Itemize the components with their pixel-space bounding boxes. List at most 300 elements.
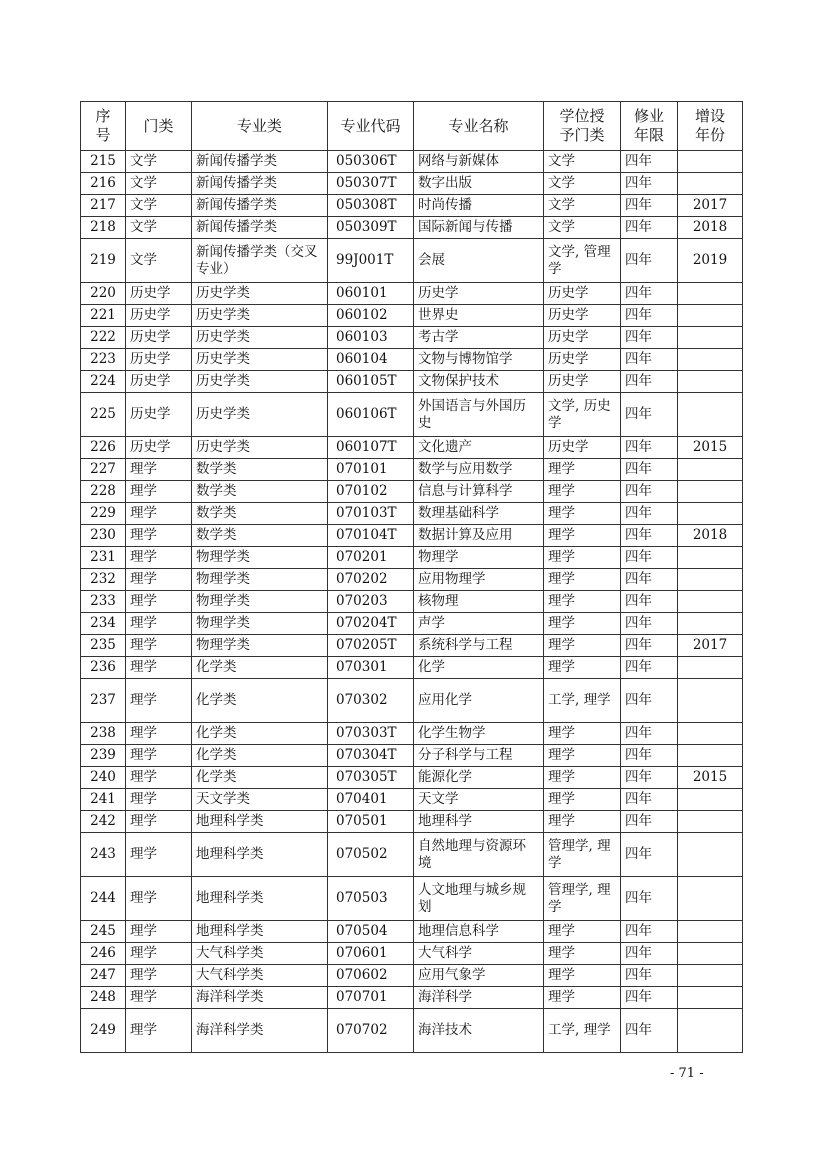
cell-added-year	[678, 987, 743, 1009]
cell-degree: 工学, 理学	[544, 679, 621, 723]
cell-duration: 四年	[621, 195, 678, 217]
cell-category: 文学	[126, 217, 192, 239]
cell-name: 大气科学	[414, 943, 544, 965]
cell-class: 数学类	[192, 525, 328, 547]
cell-duration: 四年	[621, 437, 678, 459]
cell-code: 070304T	[328, 745, 414, 767]
cell-degree: 理学	[544, 547, 621, 569]
cell-duration: 四年	[621, 283, 678, 305]
cell-code: 070101	[328, 459, 414, 481]
cell-name: 数学与应用数学	[414, 459, 544, 481]
cell-category: 历史学	[126, 305, 192, 327]
cell-degree: 文学	[544, 151, 621, 173]
cell-name: 地理信息科学	[414, 921, 544, 943]
cell-name: 物理学	[414, 547, 544, 569]
table-row	[81, 481, 743, 503]
cell-seq: 239	[81, 745, 126, 767]
cell-degree: 理学	[544, 811, 621, 833]
table-row	[81, 459, 743, 481]
cell-duration: 四年	[621, 151, 678, 173]
cell-seq: 230	[81, 525, 126, 547]
cell-added-year	[678, 305, 743, 327]
table-row	[81, 503, 743, 525]
cell-duration: 四年	[621, 1009, 678, 1053]
cell-seq: 228	[81, 481, 126, 503]
cell-seq: 241	[81, 789, 126, 811]
cell-name: 海洋技术	[414, 1009, 544, 1053]
cell-category: 历史学	[126, 283, 192, 305]
cell-seq: 220	[81, 283, 126, 305]
cell-added-year	[678, 547, 743, 569]
cell-code: 070601	[328, 943, 414, 965]
cell-code: 070205T	[328, 635, 414, 657]
cell-category: 理学	[126, 877, 192, 921]
cell-category: 历史学	[126, 371, 192, 393]
cell-category: 理学	[126, 459, 192, 481]
cell-duration: 四年	[621, 239, 678, 283]
cell-duration: 四年	[621, 459, 678, 481]
cell-code: 050306T	[328, 151, 414, 173]
cell-degree: 理学	[544, 525, 621, 547]
cell-code: 060104	[328, 349, 414, 371]
cell-code: 070701	[328, 987, 414, 1009]
cell-class: 历史学类	[192, 283, 328, 305]
cell-name: 世界史	[414, 305, 544, 327]
cell-name: 能源化学	[414, 767, 544, 789]
cell-seq: 237	[81, 679, 126, 723]
cell-name: 历史学	[414, 283, 544, 305]
cell-added-year	[678, 393, 743, 437]
table-row	[81, 789, 743, 811]
cell-name: 化学	[414, 657, 544, 679]
cell-degree: 历史学	[544, 283, 621, 305]
cell-added-year: 2018	[678, 217, 743, 239]
cell-class: 物理学类	[192, 635, 328, 657]
cell-added-year	[678, 921, 743, 943]
cell-class: 物理学类	[192, 547, 328, 569]
cell-degree: 历史学	[544, 349, 621, 371]
cell-added-year	[678, 283, 743, 305]
cell-category: 理学	[126, 569, 192, 591]
cell-duration: 四年	[621, 393, 678, 437]
cell-code: 070401	[328, 789, 414, 811]
cell-class: 地理科学类	[192, 877, 328, 921]
cell-degree: 文学, 历史学	[544, 393, 621, 437]
cell-duration: 四年	[621, 525, 678, 547]
cell-name: 声学	[414, 613, 544, 635]
cell-category: 理学	[126, 635, 192, 657]
header-duration: 修业 年限	[621, 102, 678, 151]
table-row	[81, 547, 743, 569]
cell-category: 理学	[126, 657, 192, 679]
cell-duration: 四年	[621, 305, 678, 327]
cell-code: 070202	[328, 569, 414, 591]
cell-degree: 管理学, 理学	[544, 833, 621, 877]
cell-seq: 227	[81, 459, 126, 481]
cell-added-year	[678, 173, 743, 195]
cell-class: 历史学类	[192, 305, 328, 327]
cell-added-year	[678, 745, 743, 767]
cell-code: 070305T	[328, 767, 414, 789]
cell-added-year: 2017	[678, 635, 743, 657]
cell-degree: 理学	[544, 943, 621, 965]
cell-degree: 理学	[544, 503, 621, 525]
cell-duration: 四年	[621, 591, 678, 613]
table-row	[81, 723, 743, 745]
table-row	[81, 679, 743, 723]
cell-seq: 221	[81, 305, 126, 327]
cell-class: 历史学类	[192, 327, 328, 349]
cell-class: 化学类	[192, 745, 328, 767]
cell-class: 新闻传播学类	[192, 195, 328, 217]
cell-category: 理学	[126, 965, 192, 987]
table-row	[81, 613, 743, 635]
header-added-year: 增设 年份	[678, 102, 743, 151]
cell-class: 化学类	[192, 767, 328, 789]
cell-class: 历史学类	[192, 393, 328, 437]
cell-degree: 工学, 理学	[544, 1009, 621, 1053]
cell-code: 070602	[328, 965, 414, 987]
cell-name: 海洋科学	[414, 987, 544, 1009]
cell-code: 070301	[328, 657, 414, 679]
cell-category: 文学	[126, 173, 192, 195]
cell-added-year	[678, 481, 743, 503]
cell-degree: 文学	[544, 195, 621, 217]
table-row	[81, 349, 743, 371]
cell-duration: 四年	[621, 789, 678, 811]
cell-duration: 四年	[621, 217, 678, 239]
cell-class: 物理学类	[192, 591, 328, 613]
cell-category: 理学	[126, 943, 192, 965]
cell-added-year: 2019	[678, 239, 743, 283]
cell-added-year	[678, 877, 743, 921]
cell-class: 地理科学类	[192, 833, 328, 877]
cell-seq: 219	[81, 239, 126, 283]
cell-duration: 四年	[621, 745, 678, 767]
cell-duration: 四年	[621, 547, 678, 569]
cell-seq: 231	[81, 547, 126, 569]
header-category: 门类	[126, 102, 192, 151]
table-row	[81, 833, 743, 877]
cell-seq: 240	[81, 767, 126, 789]
cell-added-year	[678, 811, 743, 833]
header-seq: 序 号	[81, 102, 126, 151]
cell-degree: 文学	[544, 217, 621, 239]
cell-class: 海洋科学类	[192, 1009, 328, 1053]
cell-seq: 248	[81, 987, 126, 1009]
cell-degree: 理学	[544, 591, 621, 613]
cell-code: 060106T	[328, 393, 414, 437]
cell-category: 理学	[126, 481, 192, 503]
cell-degree: 历史学	[544, 437, 621, 459]
table-row	[81, 173, 743, 195]
cell-code: 070204T	[328, 613, 414, 635]
cell-degree: 理学	[544, 657, 621, 679]
cell-code: 070203	[328, 591, 414, 613]
cell-class: 大气科学类	[192, 965, 328, 987]
cell-code: 070502	[328, 833, 414, 877]
cell-duration: 四年	[621, 811, 678, 833]
cell-class: 数学类	[192, 459, 328, 481]
cell-category: 文学	[126, 239, 192, 283]
cell-class: 大气科学类	[192, 943, 328, 965]
cell-seq: 234	[81, 613, 126, 635]
cell-category: 理学	[126, 833, 192, 877]
table-row	[81, 327, 743, 349]
cell-code: 070503	[328, 877, 414, 921]
cell-duration: 四年	[621, 503, 678, 525]
cell-degree: 管理学, 理学	[544, 877, 621, 921]
cell-added-year	[678, 679, 743, 723]
cell-duration: 四年	[621, 723, 678, 745]
table-row	[81, 635, 743, 657]
cell-class: 新闻传播学类	[192, 173, 328, 195]
table-row	[81, 1009, 743, 1053]
cell-seq: 216	[81, 173, 126, 195]
cell-name: 天文学	[414, 789, 544, 811]
cell-category: 理学	[126, 767, 192, 789]
cell-code: 060105T	[328, 371, 414, 393]
cell-category: 理学	[126, 679, 192, 723]
cell-name: 应用气象学	[414, 965, 544, 987]
cell-name: 自然地理与资源环境	[414, 833, 544, 877]
cell-category: 历史学	[126, 393, 192, 437]
cell-seq: 238	[81, 723, 126, 745]
cell-degree: 理学	[544, 987, 621, 1009]
cell-name: 应用化学	[414, 679, 544, 723]
cell-category: 理学	[126, 723, 192, 745]
cell-category: 历史学	[126, 349, 192, 371]
cell-name: 国际新闻与传播	[414, 217, 544, 239]
cell-added-year: 2015	[678, 767, 743, 789]
cell-degree: 理学	[544, 613, 621, 635]
cell-code: 070501	[328, 811, 414, 833]
cell-name: 信息与计算科学	[414, 481, 544, 503]
header-name: 专业名称	[414, 102, 544, 151]
cell-degree: 理学	[544, 789, 621, 811]
cell-seq: 243	[81, 833, 126, 877]
cell-code: 070104T	[328, 525, 414, 547]
cell-class: 新闻传播学类	[192, 217, 328, 239]
table-row	[81, 943, 743, 965]
cell-duration: 四年	[621, 569, 678, 591]
table-row	[81, 371, 743, 393]
cell-added-year	[678, 591, 743, 613]
table-row	[81, 965, 743, 987]
cell-added-year	[678, 965, 743, 987]
cell-added-year	[678, 371, 743, 393]
majors-table	[80, 101, 743, 1053]
cell-degree: 历史学	[544, 327, 621, 349]
cell-seq: 247	[81, 965, 126, 987]
cell-seq: 235	[81, 635, 126, 657]
cell-seq: 245	[81, 921, 126, 943]
cell-duration: 四年	[621, 635, 678, 657]
cell-added-year: 2015	[678, 437, 743, 459]
cell-class: 数学类	[192, 481, 328, 503]
cell-category: 理学	[126, 503, 192, 525]
cell-class: 新闻传播学类	[192, 151, 328, 173]
cell-degree: 理学	[544, 723, 621, 745]
cell-class: 历史学类	[192, 349, 328, 371]
cell-added-year	[678, 1009, 743, 1053]
cell-duration: 四年	[621, 173, 678, 195]
cell-seq: 224	[81, 371, 126, 393]
cell-duration: 四年	[621, 767, 678, 789]
cell-seq: 249	[81, 1009, 126, 1053]
cell-seq: 215	[81, 151, 126, 173]
table-row	[81, 767, 743, 789]
cell-class: 海洋科学类	[192, 987, 328, 1009]
cell-category: 理学	[126, 525, 192, 547]
cell-added-year	[678, 657, 743, 679]
cell-category: 理学	[126, 745, 192, 767]
cell-name: 文物与博物馆学	[414, 349, 544, 371]
cell-degree: 理学	[544, 745, 621, 767]
cell-degree: 文学	[544, 173, 621, 195]
cell-name: 系统科学与工程	[414, 635, 544, 657]
cell-name: 数理基础科学	[414, 503, 544, 525]
cell-added-year	[678, 943, 743, 965]
cell-name: 化学生物学	[414, 723, 544, 745]
cell-seq: 232	[81, 569, 126, 591]
cell-class: 化学类	[192, 723, 328, 745]
cell-code: 060103	[328, 327, 414, 349]
cell-seq: 246	[81, 943, 126, 965]
header-degree: 学位授 予门类	[544, 102, 621, 151]
cell-added-year	[678, 459, 743, 481]
cell-name: 人文地理与城乡规划	[414, 877, 544, 921]
cell-name: 分子科学与工程	[414, 745, 544, 767]
cell-added-year	[678, 327, 743, 349]
cell-seq: 218	[81, 217, 126, 239]
cell-degree: 理学	[544, 767, 621, 789]
cell-seq: 225	[81, 393, 126, 437]
header-row	[81, 102, 743, 151]
cell-added-year	[678, 833, 743, 877]
cell-class: 化学类	[192, 657, 328, 679]
cell-category: 理学	[126, 987, 192, 1009]
cell-seq: 223	[81, 349, 126, 371]
cell-name: 文物保护技术	[414, 371, 544, 393]
cell-duration: 四年	[621, 833, 678, 877]
cell-name: 会展	[414, 239, 544, 283]
cell-category: 文学	[126, 151, 192, 173]
cell-degree: 理学	[544, 481, 621, 503]
table-row	[81, 239, 743, 283]
cell-code: 050307T	[328, 173, 414, 195]
cell-class: 新闻传播学类（交叉专业）	[192, 239, 328, 283]
cell-duration: 四年	[621, 327, 678, 349]
cell-code: 070702	[328, 1009, 414, 1053]
cell-seq: 242	[81, 811, 126, 833]
table-row	[81, 987, 743, 1009]
cell-duration: 四年	[621, 371, 678, 393]
cell-duration: 四年	[621, 921, 678, 943]
cell-class: 天文学类	[192, 789, 328, 811]
table-row	[81, 877, 743, 921]
table-row	[81, 437, 743, 459]
cell-degree: 理学	[544, 965, 621, 987]
cell-added-year	[678, 723, 743, 745]
table-row	[81, 591, 743, 613]
table-row	[81, 525, 743, 547]
cell-code: 070303T	[328, 723, 414, 745]
cell-code: 070504	[328, 921, 414, 943]
cell-code: 050308T	[328, 195, 414, 217]
cell-category: 理学	[126, 1009, 192, 1053]
cell-degree: 历史学	[544, 371, 621, 393]
cell-category: 历史学	[126, 327, 192, 349]
cell-class: 地理科学类	[192, 921, 328, 943]
cell-added-year	[678, 151, 743, 173]
cell-class: 历史学类	[192, 437, 328, 459]
cell-name: 地理科学	[414, 811, 544, 833]
table-row	[81, 657, 743, 679]
cell-code: 070103T	[328, 503, 414, 525]
cell-name: 外国语言与外国历史	[414, 393, 544, 437]
cell-degree: 历史学	[544, 305, 621, 327]
cell-added-year	[678, 789, 743, 811]
cell-seq: 217	[81, 195, 126, 217]
cell-seq: 233	[81, 591, 126, 613]
cell-seq: 229	[81, 503, 126, 525]
header-class: 专业类	[192, 102, 328, 151]
cell-category: 理学	[126, 591, 192, 613]
cell-code: 060101	[328, 283, 414, 305]
cell-added-year	[678, 503, 743, 525]
cell-code: 060107T	[328, 437, 414, 459]
cell-category: 理学	[126, 547, 192, 569]
cell-code: 060102	[328, 305, 414, 327]
table-row	[81, 745, 743, 767]
cell-code: 99J001T	[328, 239, 414, 283]
table-row	[81, 151, 743, 173]
cell-category: 理学	[126, 789, 192, 811]
header-code: 专业代码	[328, 102, 414, 151]
cell-category: 历史学	[126, 437, 192, 459]
cell-code: 070201	[328, 547, 414, 569]
cell-class: 化学类	[192, 679, 328, 723]
cell-name: 考古学	[414, 327, 544, 349]
cell-duration: 四年	[621, 349, 678, 371]
table-row	[81, 569, 743, 591]
cell-duration: 四年	[621, 965, 678, 987]
cell-category: 理学	[126, 811, 192, 833]
cell-name: 应用物理学	[414, 569, 544, 591]
cell-name: 数据计算及应用	[414, 525, 544, 547]
cell-name: 文化遗产	[414, 437, 544, 459]
cell-duration: 四年	[621, 657, 678, 679]
cell-added-year	[678, 349, 743, 371]
cell-degree: 文学, 管理学	[544, 239, 621, 283]
cell-class: 历史学类	[192, 371, 328, 393]
cell-category: 理学	[126, 921, 192, 943]
cell-seq: 226	[81, 437, 126, 459]
cell-class: 数学类	[192, 503, 328, 525]
cell-name: 时尚传播	[414, 195, 544, 217]
cell-duration: 四年	[621, 943, 678, 965]
cell-seq: 222	[81, 327, 126, 349]
table-row	[81, 393, 743, 437]
table-row	[81, 305, 743, 327]
page-number: - 71 -	[670, 1066, 704, 1081]
cell-class: 物理学类	[192, 569, 328, 591]
cell-added-year: 2017	[678, 195, 743, 217]
cell-category: 文学	[126, 195, 192, 217]
cell-name: 核物理	[414, 591, 544, 613]
cell-code: 050309T	[328, 217, 414, 239]
